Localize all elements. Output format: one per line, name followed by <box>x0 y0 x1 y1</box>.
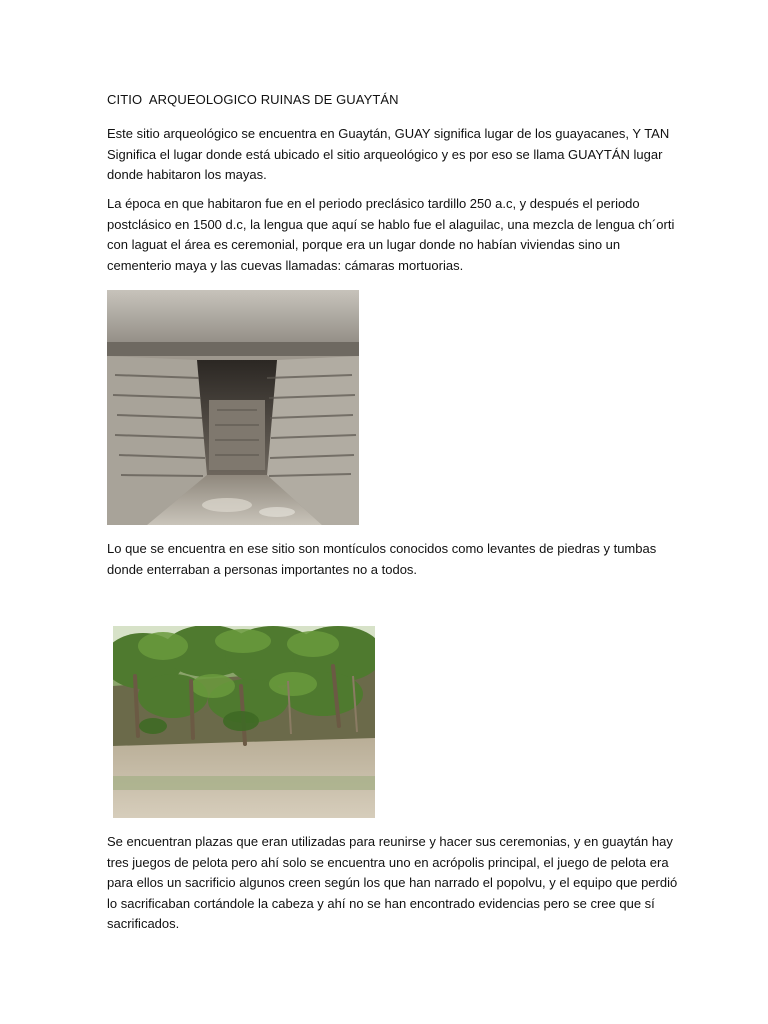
paragraph-line: Este sitio arqueológico se encuentra en Guaytán, GUAY significa lugar de los guayacanes, Y TAN <box>107 126 670 141</box>
paragraph-line: postclásico en 1500 d.c, la lengua que aquí se hablo fue el alaguilac, una mezcla de lengua ch´orti <box>107 216 675 232</box>
paragraph-mounds <box>107 539 667 580</box>
tomb-chamber-photo <box>107 290 359 525</box>
paragraph-line: Lo que se encuentra en ese sitio son montículos conocidos como levantes de piedras y tumbas <box>107 541 657 556</box>
paragraph-line: cementerio maya y las cuevas llamadas: cámaras mortuorias. <box>107 257 464 273</box>
paragraph-line: con laguat el área es ceremonial, porque era un lugar donde no habían viviendas sino un <box>107 237 621 252</box>
paragraph-intro <box>107 124 670 186</box>
paragraph-line: tres juegos de pelota pero ahí solo se encuentra uno en acrópolis principal, el juego de pelota era <box>107 854 669 870</box>
paragraph-line: La época en que habitaron fue en el periodo preclásico tardillo 250 a.c, y después el periodo <box>107 196 640 211</box>
paragraph-line: donde habitaron los mayas. <box>107 167 267 182</box>
paragraph-line: lo sacrificaban cortándole la cabeza y ahí no se han encontrado evidencias pero se cree que sí <box>107 895 655 911</box>
paragraph-line: sacrificados. <box>107 916 180 931</box>
paragraph-line: Significa el lugar donde está ubicado el sitio arqueológico y es por eso se llama GUAYTÁN lugar <box>107 146 663 162</box>
paragraph-plazas <box>107 832 678 935</box>
paragraph-line: para ellos un sacrificio algunos creen según los que han narrado el popolvu, y el equipo que perdió <box>107 875 678 890</box>
paragraph-line: donde enterraban a personas importantes no a todos. <box>107 561 418 577</box>
page-title: CITIO ARQUEOLOGICO RUINAS DE GUAYTÁN <box>107 92 399 107</box>
paragraph-line: Se encuentran plazas que eran utilizadas para reunirse y hacer sus ceremonias, y en guaytán hay <box>107 834 673 849</box>
paragraph-history <box>107 194 675 276</box>
mound-trees-photo <box>113 626 375 818</box>
